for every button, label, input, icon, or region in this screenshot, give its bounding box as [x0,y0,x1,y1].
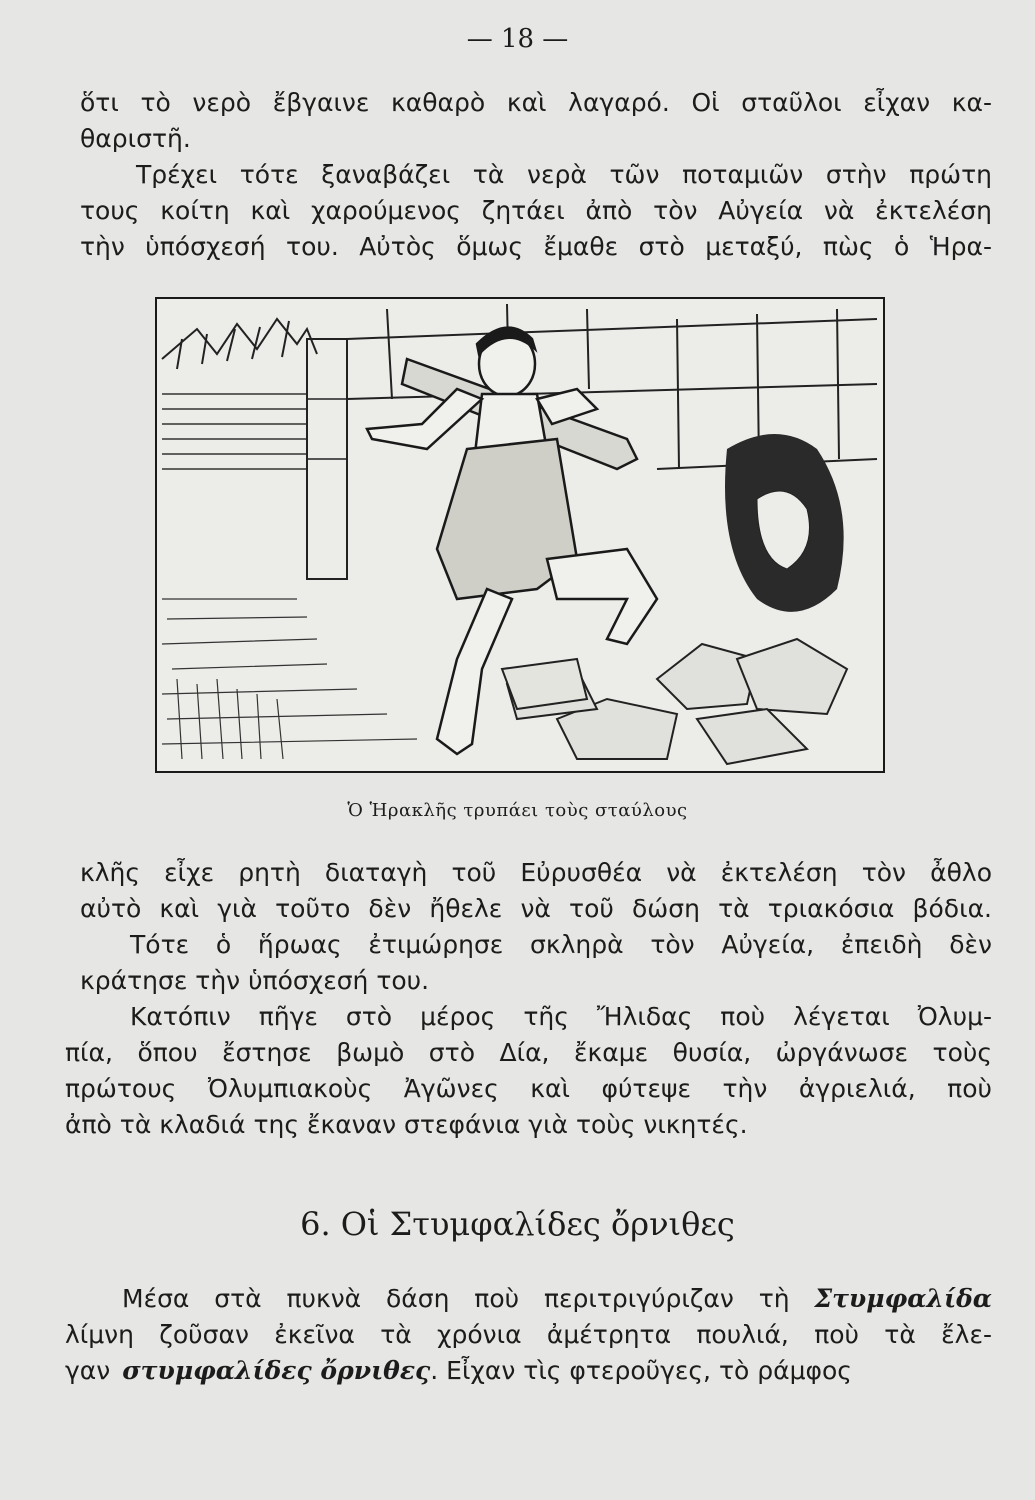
text-run: Μέσα στὰ πυκνὰ δάση ποὺ περιτριγύριζαν τὴ [122,1284,790,1313]
text-line: θαριστῆ. [80,124,191,153]
text-line: τους κοίτη καὶ χαρούμενος ζητάει ἀπὸ τὸν Αὐγεία νὰ ἐκτελέση [80,196,992,225]
section-number: 6. [300,1205,331,1243]
text-line: Κατόπιν πῆγε στὸ μέρος τῆς Ἤλιδας ποὺ λέγεται Ὀλυμ- [130,1002,992,1031]
text-run: γαν [65,1356,111,1385]
text-line: κλῆς εἶχε ρητὴ διαταγὴ τοῦ Εὐρυσθέα νὰ ἐκτελέση τὸν ἆθλο [80,858,992,887]
text-run: . Εἶχαν τὶς φτεροῦγες, τὸ ράμφος [430,1356,852,1385]
section-heading [0,1205,1035,1243]
text-line: ὅτι τὸ νερὸ ἔβγαινε καθαρὸ καὶ λαγαρό. Οἱ σταῦλοι εἶχαν κα- [80,88,992,117]
text-line [65,1356,992,1385]
text-line: κράτησε τὴν ὑπόσχεσή του. [80,966,430,995]
text-line: πία, ὅπου ἔστησε βωμὸ στὸ Δία, ἔκαμε θυσία, ὠργάνωσε τοὺς [65,1038,992,1067]
text-line: ἀπὸ τὰ κλαδιά της ἔκαναν στεφάνια γιὰ τοὺς νικητές. [65,1110,748,1139]
emphasized-term: στυμφαλίδες ὄρνιθες [122,1356,431,1385]
section-title: Οἱ Στυμφαλίδες ὄρνιθες [340,1205,735,1243]
illustration-drawing [157,299,883,771]
text-line [122,1284,992,1313]
text-line: Τρέχει τότε ξαναβάζει τὰ νερὰ τῶν ποταμιῶν στὴν πρώτη [136,160,992,189]
page-number: — 18 — [466,24,569,54]
text-line: λίμνη ζοῦσαν ἐκεῖνα τὰ χρόνια ἀμέτρητα πουλιά, ποὺ τὰ ἔλε- [65,1320,992,1349]
text-line: πρώτους Ὀλυμπιακοὺς Ἀγῶνες καὶ φύτεψε τὴν ἀγριελιά, ποὺ [65,1074,992,1103]
text-line: Τότε ὁ ἥρωας ἐτιμώρησε σκληρὰ τὸν Αὐγεία, ἐπειδὴ δὲν [130,930,992,959]
figure-caption: Ὁ Ἡρακλῆς τρυπάει τοὺς σταύλους [347,800,688,821]
text-line: αὐτὸ καὶ γιὰ τοῦτο δὲν ἤθελε νὰ τοῦ δώση τὰ τριακόσια βόδια. [80,894,992,923]
text-run-wrapper [122,1356,992,1385]
emphasized-term: Στυμφαλίδα [814,1284,992,1313]
text-line: τὴν ὑπόσχεσή του. Αὐτὸς ὅμως ἔμαθε στὸ μεταξύ, πὼς ὁ Ἡρα- [80,232,992,261]
illustration-heracles [155,297,885,773]
